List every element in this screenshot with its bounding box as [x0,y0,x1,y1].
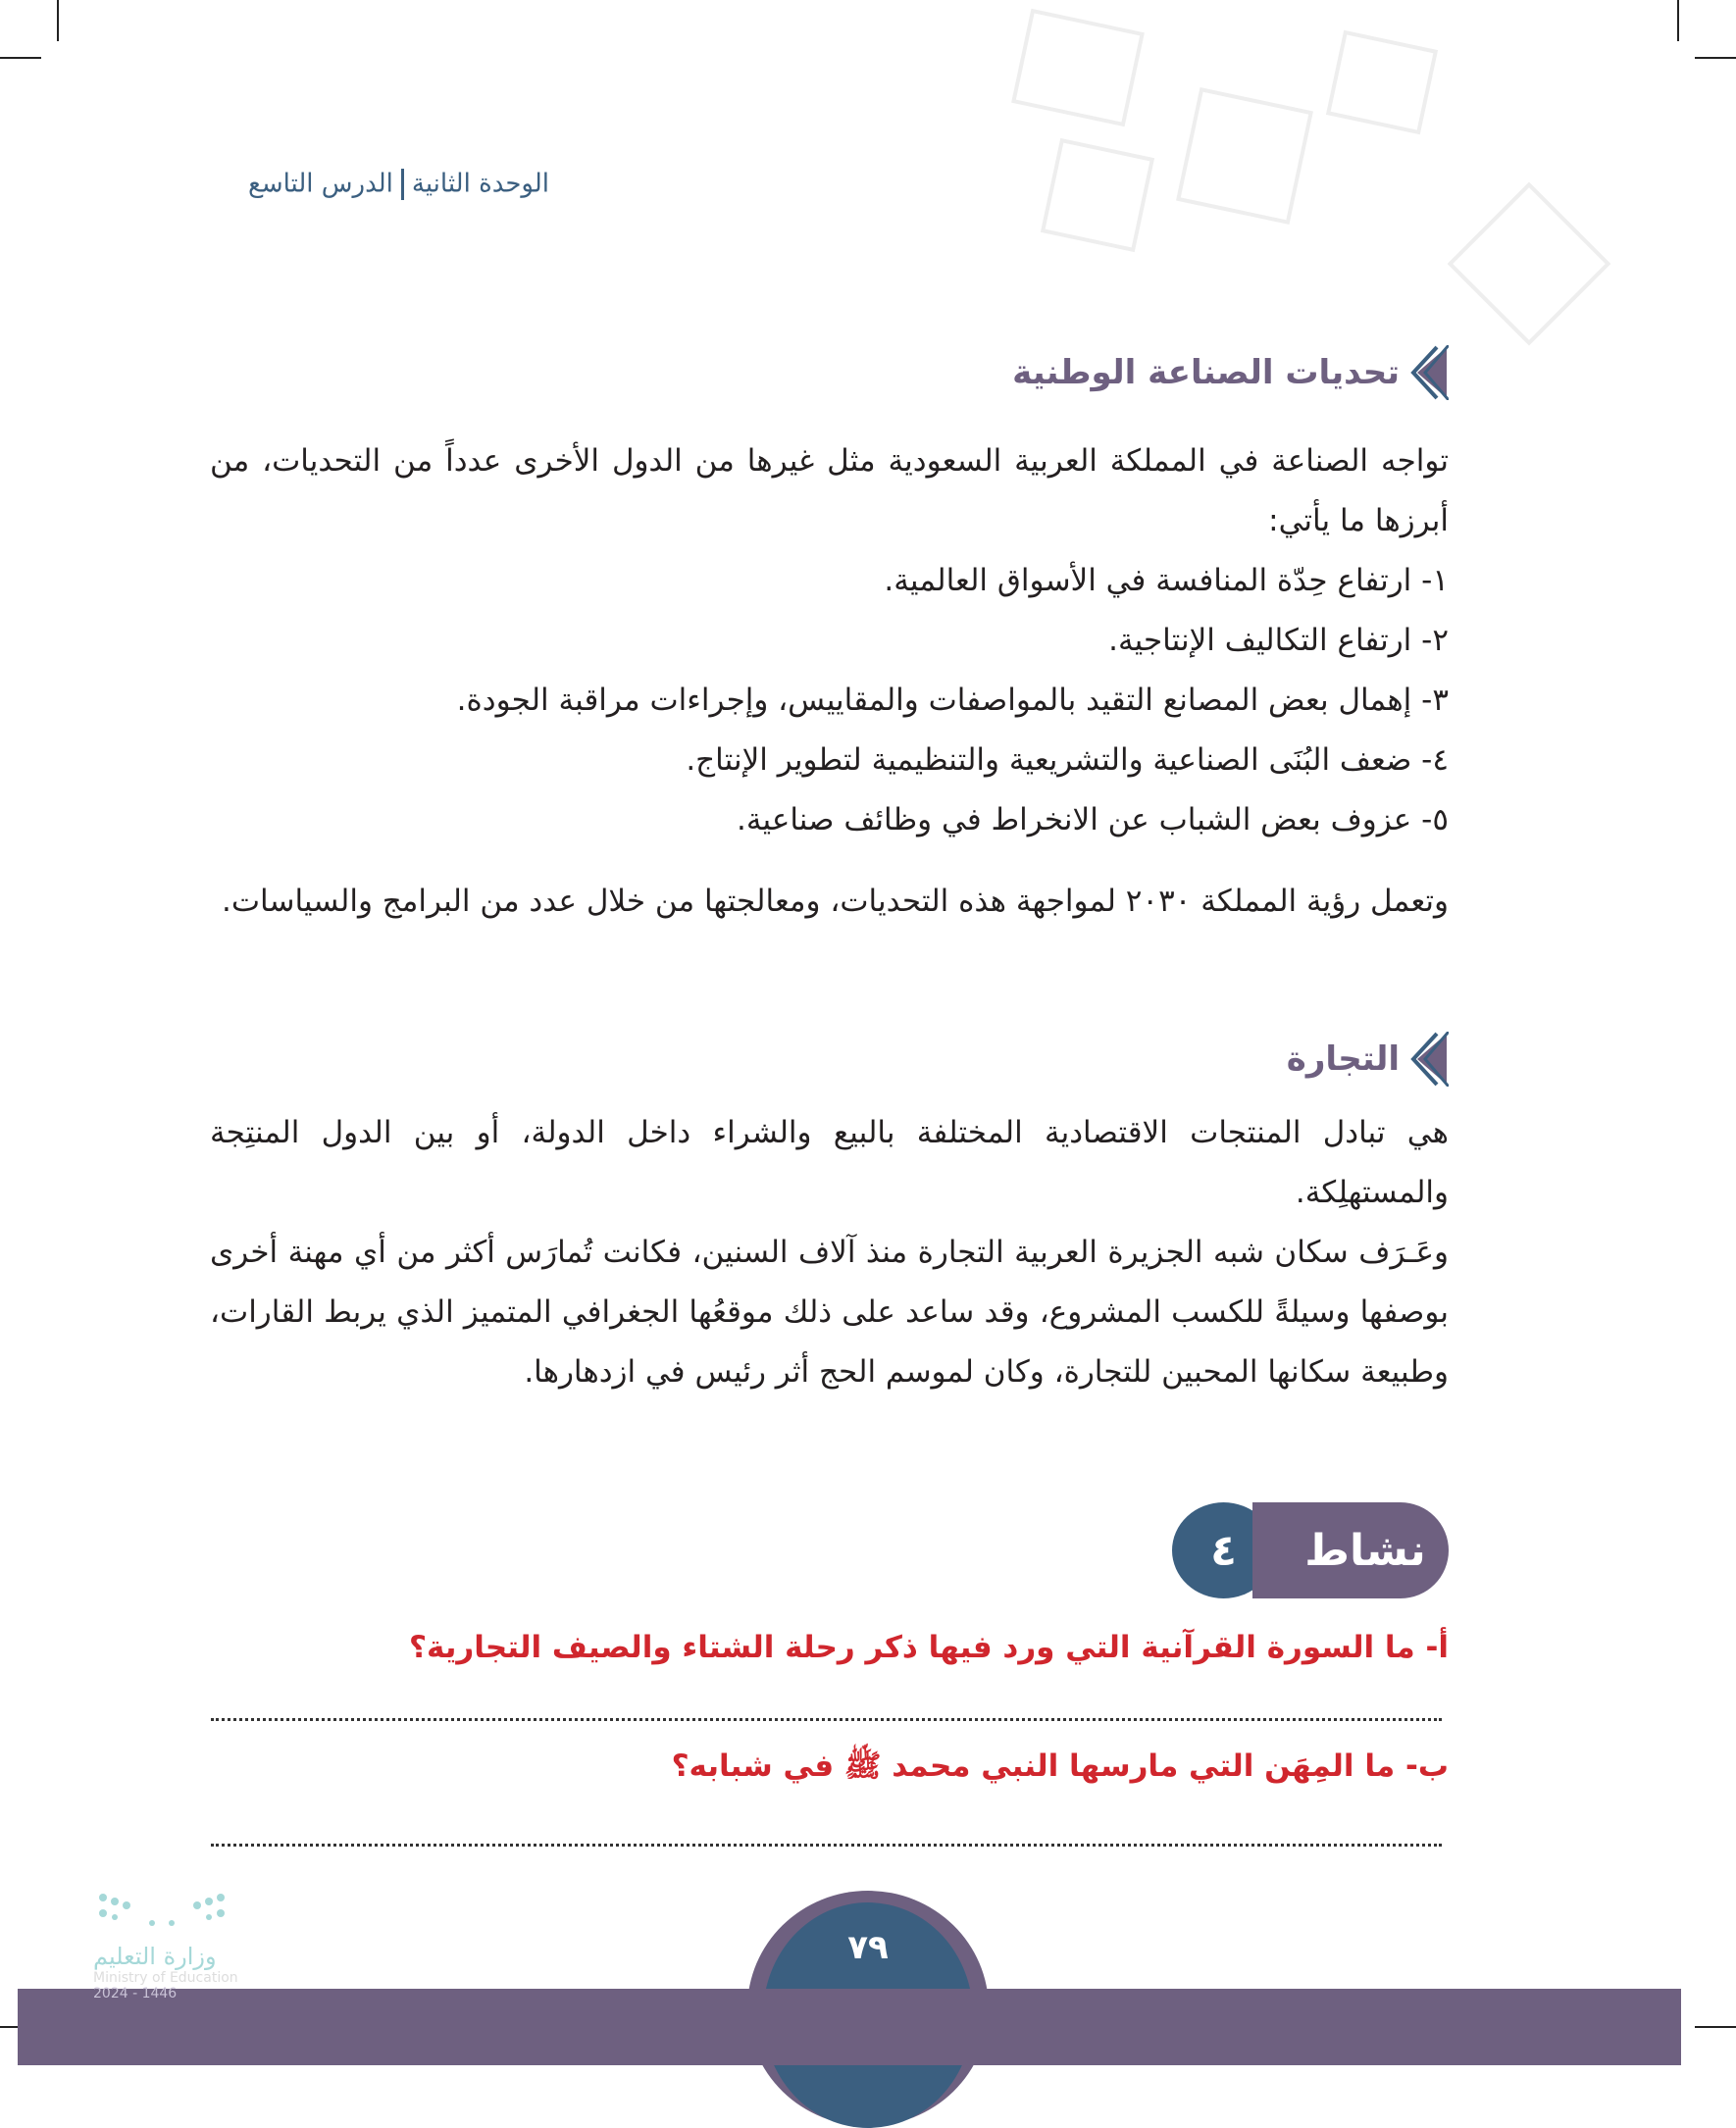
breadcrumb [248,169,549,200]
question-b: ب- ما المِهَن التي مارسها النبي محمد ﷺ في شبابه؟ [671,1748,1449,1784]
activity-number: ٤ [1172,1502,1275,1598]
logo-year: 2024 - 1446 [93,1986,178,2001]
answer-line-b[interactable] [211,1844,1442,1847]
activity-label: نشاط [1252,1502,1449,1598]
section-heading-industry [1012,345,1449,400]
decorative-shape [1011,9,1145,127]
decorative-shape [1041,138,1154,252]
closing-paragraph: وتعمل رؤية المملكة ٢٠٣٠ لمواجهة هذه التحديات، ومعالجتها من خلال عدد من البرامج والسياسات. [221,884,1449,919]
answer-line-a[interactable] [211,1718,1442,1721]
history-paragraph: وعَـرَف سكان شبه الجزيرة العربية التجارة منذ آلاف السنين، فكانت تُمارَس أكثر من أي مهنة أخرى بوصفها وسيلةً للكسب المشروع، وقد ساعد على ذلك موقعُها الجغرافي المتميز الذي يربط القارات، وطبيعة سكانها المحبين للتجارة، وكان لموسم الحج أثر رئيس في ازدهارها. [210,1235,1449,1390]
crop-mark [1695,57,1736,59]
logo-text-ar: وزارة التعليم [93,1943,217,1970]
logo-dots-icon [93,1888,240,1937]
divider [401,169,404,200]
decorative-shape [1448,182,1611,346]
logo-text-en: Ministry of Education [93,1970,238,1986]
decorative-shape [1176,87,1313,225]
crop-mark [1677,0,1679,41]
decorative-shape [1326,30,1438,134]
double-chevron-icon [1409,1032,1449,1087]
intro-paragraph: تواجه الصناعة في المملكة العربية السعودية مثل غيرها من الدول الأخرى عدداً من التحديات، من أبرزها ما يأتي: [210,443,1449,538]
ministry-logo [93,1888,319,2001]
lesson-label: الدرس التاسع [247,169,393,199]
crop-mark [0,57,41,59]
activity-badge [1172,1502,1449,1598]
section-heading-trade [1287,1032,1449,1087]
list-item: ١- ارتفاع حِدّة المنافسة في الأسواق العالمية. [884,563,1449,598]
section-title: التجارة [1286,1039,1400,1079]
industry-section-body [210,431,1449,932]
double-chevron-icon [1409,345,1449,400]
list-item: ٣- إهمال بعض المصانع التقيد بالمواصفات والمقاييس، وإجراءات مراقبة الجودة. [456,683,1449,718]
crop-mark [1695,2026,1736,2028]
page-number: ٧٩ [847,1928,889,1967]
section-title: تحديات الصناعة الوطنية [1012,353,1400,392]
list-item: ٥- عزوف بعض الشباب عن الانخراط في وظائف صناعية. [737,802,1449,837]
list-item: ٢- ارتفاع التكاليف الإنتاجية. [1108,623,1449,658]
unit-label: الوحدة الثانية [411,169,549,199]
challenges-list [210,551,1449,850]
crop-mark [57,0,59,41]
list-item: ٤- ضعف البُنَى الصناعية والتشريعية والتنظيمية لتطوير الإنتاج. [686,742,1449,778]
trade-section-body [210,1103,1449,1402]
question-a: أ- ما السورة القرآنية التي ورد فيها ذكر رحلة الشتاء والصيف التجارية؟ [408,1630,1449,1665]
definition-paragraph: هي تبادل المنتجات الاقتصادية المختلفة بالبيع والشراء داخل الدولة، أو بين الدول المنتِجة والمستهلِكة. [210,1115,1449,1210]
